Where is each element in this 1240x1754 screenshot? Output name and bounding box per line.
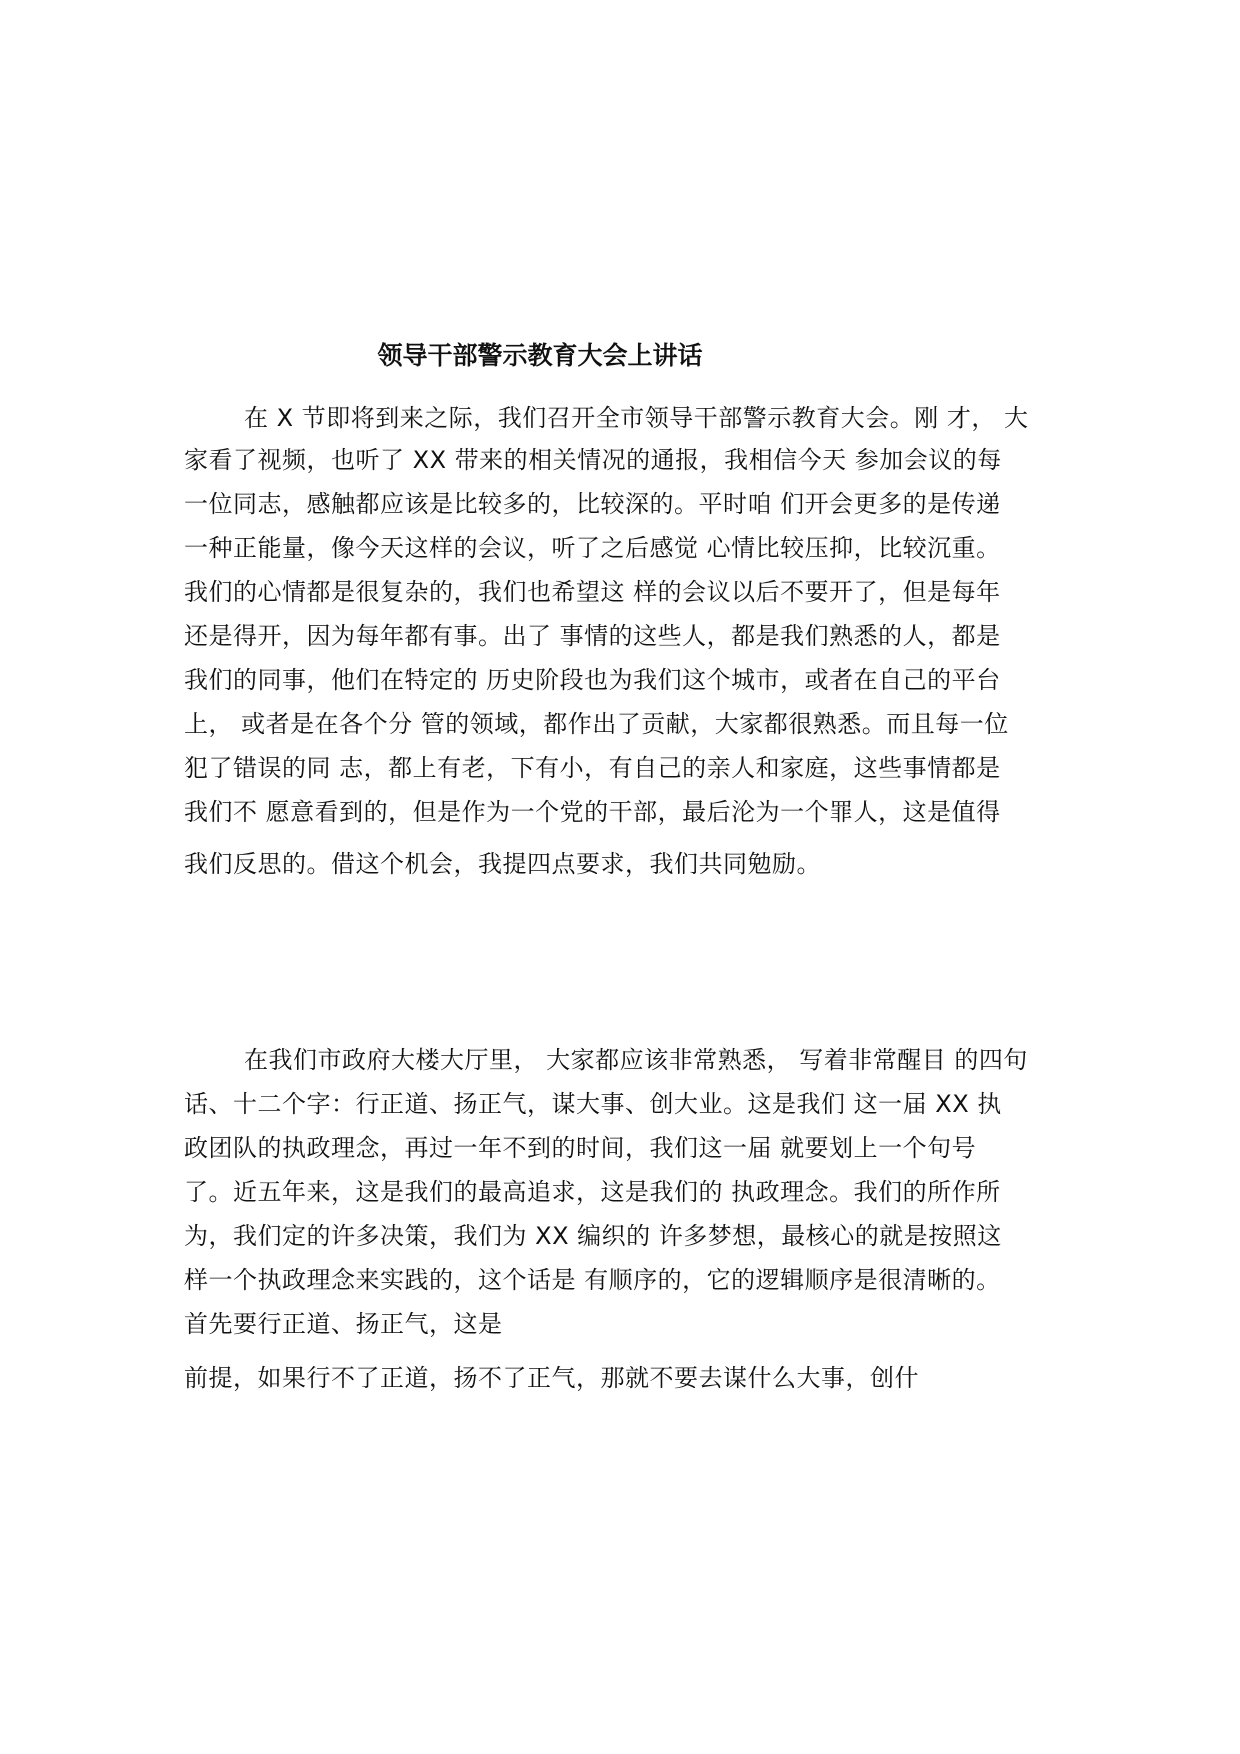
- paragraph-1-line-1: 在 X 节即将到来之际，我们召开全市领导干部警示教育大会。刚 才， 大: [244, 404, 1029, 432]
- paragraph-2-line-2: 话、十二个字：行正道、扬正气，谋大事、创大业。这是我们 这一届 XX 执: [184, 1090, 1002, 1118]
- paragraph-1-line-5: 我们的心情都是很复杂的，我们也希望这 样的会议以后不要开了，但是每年: [184, 578, 1001, 606]
- paragraph-1-line-2: 家看了视频，也听了 XX 带来的相关情况的通报，我相信今天 参加会议的每: [184, 446, 1002, 474]
- paragraph-2-line-7: 首先要行正道、扬正气，这是: [184, 1310, 503, 1338]
- paragraph-1-line-3: 一位同志，感触都应该是比较多的，比较深的。平时咱 们开会更多的是传递: [184, 490, 1001, 518]
- paragraph-1-line-8: 上， 或者是在各个分 管的领域，都作出了贡献，大家都很熟悉。而且每一位: [184, 710, 1009, 738]
- paragraph-1-line-9: 犯了错误的同 志，都上有老，下有小，有自己的亲人和家庭，这些事情都是: [184, 754, 1001, 782]
- paragraph-1-line-6: 还是得开，因为每年都有事。出了 事情的这些人，都是我们熟悉的人，都是: [184, 622, 1001, 650]
- paragraph-2-line-4: 了。近五年来，这是我们的最高追求，这是我们的 执政理念。我们的所作所: [184, 1178, 1001, 1206]
- paragraph-1-line-10: 我们不 愿意看到的，但是作为一个党的干部，最后沦为一个罪人，这是值得: [184, 798, 1001, 826]
- paragraph-1-line-4: 一种正能量，像今天这样的会议，听了之后感觉 心情比较压抑，比较沉重。: [184, 534, 1001, 562]
- paragraph-1-last-line: 我们反思的。借这个机会，我提四点要求，我们共同勉励。: [184, 850, 821, 878]
- paragraph-2-line-3: 政团队的执政理念，再过一年不到的时间，我们这一届 就要划上一个句号: [184, 1134, 977, 1162]
- paragraph-2-last-line: 前提，如果行不了正道，扬不了正气，那就不要去谋什么大事，创什: [184, 1364, 919, 1392]
- paragraph-2-line-1: 在我们市政府大楼大厅里， 大家都应该非常熟悉， 写着非常醒目 的四句: [244, 1046, 1028, 1074]
- paragraph-2-line-5: 为，我们定的许多决策，我们为 XX 编织的 许多梦想，最核心的就是按照这: [184, 1222, 1002, 1250]
- paragraph-1-line-7: 我们的同事，他们在特定的 历史阶段也为我们这个城市，或者在自己的平台: [184, 666, 1001, 694]
- paragraph-2-line-6: 样一个执政理念来实践的，这个话是 有顺序的，它的逻辑顺序是很清晰的。: [184, 1266, 1001, 1294]
- document-title: 领导干部警示教育大会上讲话: [377, 341, 703, 370]
